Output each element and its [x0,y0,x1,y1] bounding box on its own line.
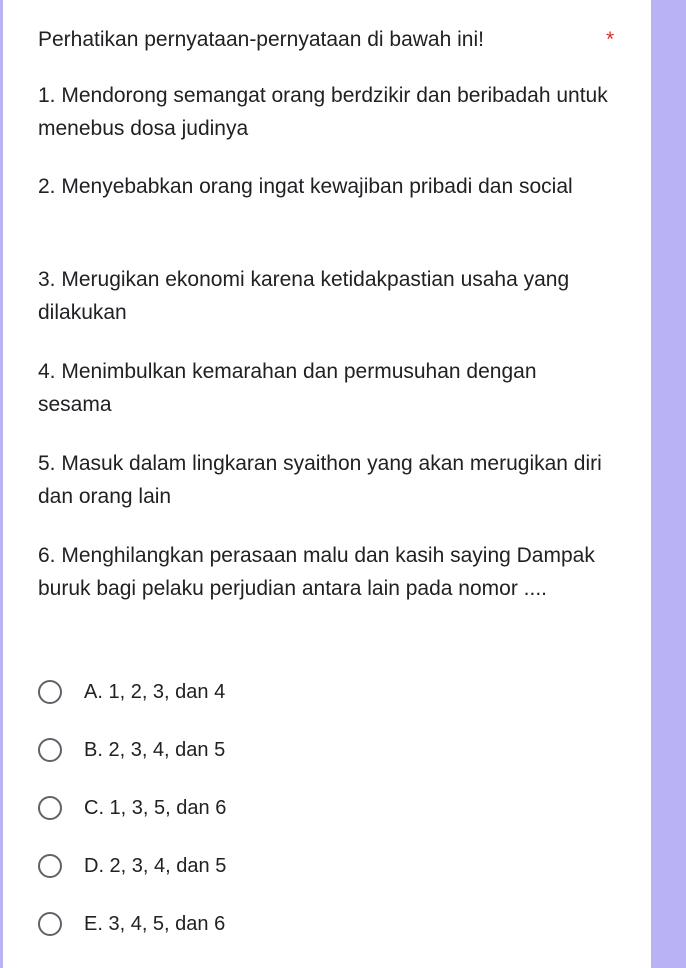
statement-6: 6. Menghilangkan perasaan malu dan kasih saying Dampak buruk bagi pelaku perjudian antara lain pada nomor .... [38,544,595,600]
question-title: Perhatikan pernyataan-pernyataan di bawah ini! [38,28,484,51]
statement-3: 3. Merugikan ekonomi karena ketidakpastian usaha yang dilakukan [38,268,570,324]
radio-button[interactable] [38,680,62,704]
statement-1: 1. Mendorong semangat orang berdzikir dan beribadah untuk menebus dosa judinya [38,84,608,140]
option-label: E. 3, 4, 5, dan 6 [84,913,226,935]
option-label: A. 1, 2, 3, dan 4 [84,681,226,703]
option-d[interactable] [38,851,226,881]
question-card [3,0,651,968]
radio-button[interactable] [38,796,62,820]
option-a[interactable] [38,677,225,707]
option-b[interactable] [38,735,225,765]
option-label: C. 1, 3, 5, dan 6 [84,797,227,819]
right-accent-strip [651,0,686,968]
option-c[interactable] [38,793,226,823]
statement-5: 5. Masuk dalam lingkaran syaithon yang akan merugikan diri dan orang lain [38,452,602,508]
radio-button[interactable] [38,854,62,878]
required-marker: * [606,28,615,51]
radio-button[interactable] [38,738,62,762]
option-label: D. 2, 3, 4, dan 5 [84,855,227,877]
option-label: B. 2, 3, 4, dan 5 [84,739,226,761]
radio-button[interactable] [38,912,62,936]
statement-4: 4. Menimbulkan kemarahan dan permusuhan dengan sesama [38,360,537,416]
option-e[interactable] [38,909,225,939]
statement-2: 2. Menyebabkan orang ingat kewajiban pribadi dan social [38,175,573,198]
